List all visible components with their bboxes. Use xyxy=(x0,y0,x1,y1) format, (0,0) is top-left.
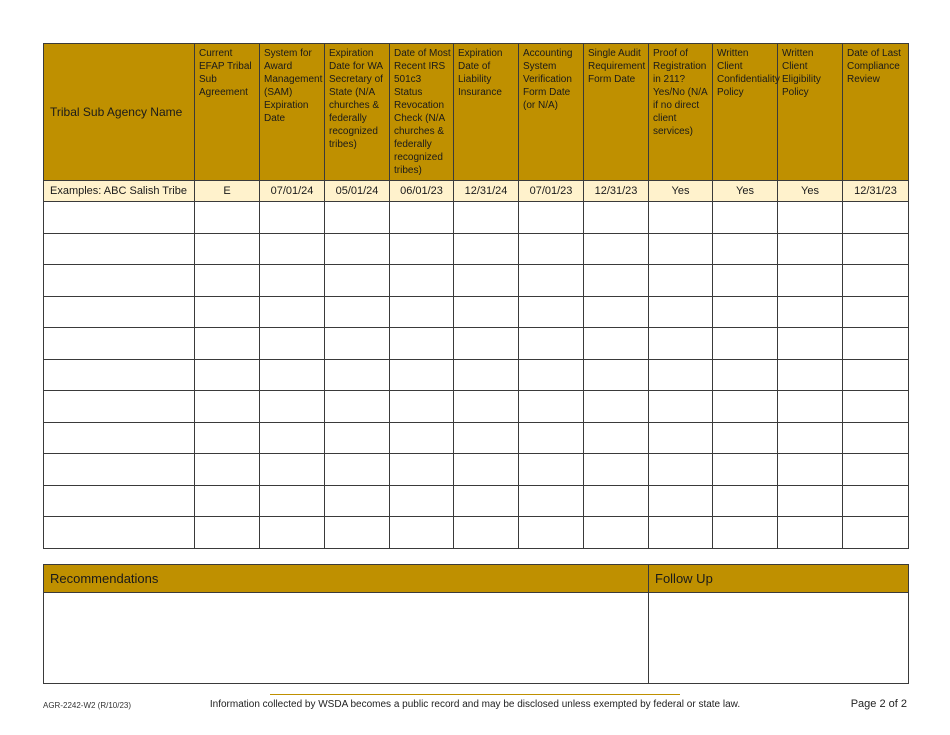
entry-cell[interactable] xyxy=(390,391,454,423)
entry-cell[interactable] xyxy=(778,422,843,454)
table-row xyxy=(44,359,909,391)
table-row xyxy=(44,296,909,328)
entry-cell[interactable] xyxy=(325,328,390,360)
entry-cell[interactable] xyxy=(843,202,909,234)
entry-cell[interactable] xyxy=(195,517,260,549)
entry-cell[interactable] xyxy=(519,359,584,391)
header-liability-insurance: Expiration Date of Liability Insurance xyxy=(454,44,519,181)
entry-cell[interactable] xyxy=(778,454,843,486)
entry-cell[interactable] xyxy=(519,391,584,423)
example-cell: Yes xyxy=(713,181,778,202)
entry-cell[interactable] xyxy=(390,328,454,360)
entry-cell[interactable] xyxy=(713,233,778,265)
table-row xyxy=(44,265,909,297)
recommendations-table xyxy=(43,564,909,684)
entry-cell[interactable] xyxy=(325,485,390,517)
entry-cell[interactable] xyxy=(778,265,843,297)
entry-cell[interactable] xyxy=(454,391,519,423)
example-cell: Yes xyxy=(778,181,843,202)
header-last-compliance-review: Date of Last Compliance Review xyxy=(843,44,909,181)
entry-cell[interactable] xyxy=(260,422,325,454)
table-row xyxy=(44,485,909,517)
entry-cell[interactable] xyxy=(519,202,584,234)
entry-cell[interactable] xyxy=(584,202,649,234)
entry-cell[interactable] xyxy=(195,202,260,234)
entry-cell[interactable] xyxy=(390,296,454,328)
page-number: Page 2 of 2 xyxy=(850,698,907,710)
entry-cell[interactable] xyxy=(649,485,713,517)
entry-cell[interactable] xyxy=(390,202,454,234)
entry-cell[interactable] xyxy=(584,517,649,549)
entry-cell[interactable] xyxy=(260,391,325,423)
table-row xyxy=(44,454,909,486)
entry-cell[interactable] xyxy=(843,517,909,549)
entry-cell[interactable] xyxy=(390,359,454,391)
entry-cell[interactable] xyxy=(519,517,584,549)
footer-divider xyxy=(270,694,680,695)
entry-cell[interactable] xyxy=(454,454,519,486)
entry-cell[interactable] xyxy=(454,202,519,234)
entry-cell[interactable] xyxy=(584,328,649,360)
entry-cell[interactable] xyxy=(195,359,260,391)
entry-cell[interactable] xyxy=(584,422,649,454)
entry-cell[interactable] xyxy=(325,202,390,234)
entry-cell[interactable] xyxy=(325,265,390,297)
entry-cell[interactable] xyxy=(195,233,260,265)
entry-cell[interactable] xyxy=(649,233,713,265)
entry-cell[interactable] xyxy=(778,202,843,234)
example-cell: E xyxy=(195,181,260,202)
entry-cell[interactable] xyxy=(584,359,649,391)
entry-cell[interactable] xyxy=(195,265,260,297)
header-211-registration: Proof of Registration in 211? Yes/No (N/A if no direct client services) xyxy=(649,44,713,181)
entry-cell[interactable] xyxy=(649,296,713,328)
compliance-table xyxy=(43,43,909,549)
entry-cell[interactable] xyxy=(713,265,778,297)
example-cell: 12/31/24 xyxy=(454,181,519,202)
entry-cell[interactable] xyxy=(454,359,519,391)
entry-cell[interactable] xyxy=(454,422,519,454)
entry-cell[interactable] xyxy=(325,296,390,328)
entry-cell[interactable] xyxy=(519,328,584,360)
header-eligibility-policy: Written Client Eligibility Policy xyxy=(778,44,843,181)
entry-cell[interactable] xyxy=(44,391,195,423)
header-efap-agreement: Current EFAP Tribal Sub Agreement xyxy=(195,44,260,181)
entry-cell[interactable] xyxy=(519,422,584,454)
entry-cell[interactable] xyxy=(260,485,325,517)
entry-cell[interactable] xyxy=(519,485,584,517)
entry-cell[interactable] xyxy=(649,454,713,486)
entry-cell[interactable] xyxy=(390,485,454,517)
entry-cell[interactable] xyxy=(584,485,649,517)
entry-cell[interactable] xyxy=(44,422,195,454)
entry-cell[interactable] xyxy=(713,391,778,423)
entry-cell[interactable] xyxy=(843,296,909,328)
entry-cell[interactable] xyxy=(390,233,454,265)
example-cell: 12/31/23 xyxy=(584,181,649,202)
entry-cell[interactable] xyxy=(778,328,843,360)
entry-cell[interactable] xyxy=(649,359,713,391)
entry-cell[interactable] xyxy=(195,422,260,454)
entry-cell[interactable] xyxy=(843,233,909,265)
entry-cell[interactable] xyxy=(260,517,325,549)
entry-cell[interactable] xyxy=(195,328,260,360)
entry-cell[interactable] xyxy=(390,422,454,454)
entry-cell[interactable] xyxy=(195,296,260,328)
entry-cell[interactable] xyxy=(454,233,519,265)
entry-cell[interactable] xyxy=(390,265,454,297)
entry-cell[interactable] xyxy=(843,454,909,486)
entry-cell[interactable] xyxy=(454,296,519,328)
entry-cell[interactable] xyxy=(325,359,390,391)
entry-cell[interactable] xyxy=(713,202,778,234)
header-row xyxy=(44,44,909,181)
table-row xyxy=(44,328,909,360)
recommendations-header: Recommendations xyxy=(44,565,649,593)
entry-cell[interactable] xyxy=(843,391,909,423)
table-row xyxy=(44,422,909,454)
entry-cell[interactable] xyxy=(778,296,843,328)
entry-cell[interactable] xyxy=(325,517,390,549)
header-sam-expiration: System for Award Management (SAM) Expiration Date xyxy=(260,44,325,181)
entry-cell[interactable] xyxy=(713,296,778,328)
entry-cell[interactable] xyxy=(713,359,778,391)
entry-cell[interactable] xyxy=(325,391,390,423)
table-row xyxy=(44,202,909,234)
entry-cell[interactable] xyxy=(325,454,390,486)
entry-cell[interactable] xyxy=(519,233,584,265)
example-cell: 06/01/23 xyxy=(390,181,454,202)
example-cell: 07/01/24 xyxy=(260,181,325,202)
entry-cell[interactable] xyxy=(195,454,260,486)
entry-cell[interactable] xyxy=(778,359,843,391)
entry-cell[interactable] xyxy=(713,517,778,549)
entry-cell[interactable] xyxy=(260,454,325,486)
entry-cell[interactable] xyxy=(584,265,649,297)
entry-cell[interactable] xyxy=(649,422,713,454)
entry-cell[interactable] xyxy=(584,233,649,265)
entry-cell[interactable] xyxy=(843,328,909,360)
entry-cell[interactable] xyxy=(390,454,454,486)
example-cell: 12/31/23 xyxy=(843,181,909,202)
entry-cell[interactable] xyxy=(713,454,778,486)
entry-cell[interactable] xyxy=(44,202,195,234)
entry-cell[interactable] xyxy=(843,422,909,454)
entry-cell[interactable] xyxy=(519,296,584,328)
example-label: Examples: ABC Salish Tribe xyxy=(44,181,195,202)
entry-cell[interactable] xyxy=(584,391,649,423)
header-wa-sos-expiration: Expiration Date for WA Secretary of State (N/A churches & federally recognized tribes) xyxy=(325,44,390,181)
example-cell: Yes xyxy=(649,181,713,202)
entry-cell[interactable] xyxy=(843,485,909,517)
follow-up-header: Follow Up xyxy=(649,565,909,593)
entry-cell[interactable] xyxy=(390,517,454,549)
entry-cell[interactable] xyxy=(44,265,195,297)
entry-cell[interactable] xyxy=(649,265,713,297)
entry-cell[interactable] xyxy=(44,359,195,391)
entry-cell[interactable] xyxy=(584,296,649,328)
entry-cell[interactable] xyxy=(44,233,195,265)
entry-cell[interactable] xyxy=(649,328,713,360)
entry-cell[interactable] xyxy=(195,485,260,517)
entry-cell[interactable] xyxy=(44,328,195,360)
table-row xyxy=(44,391,909,423)
entry-cell[interactable] xyxy=(260,202,325,234)
example-cell: 05/01/24 xyxy=(325,181,390,202)
entry-cell[interactable] xyxy=(44,296,195,328)
header-agency-name: Tribal Sub Agency Name xyxy=(44,44,195,181)
entry-cell[interactable] xyxy=(260,265,325,297)
recommendations-field[interactable] xyxy=(44,593,649,684)
entry-cell[interactable] xyxy=(260,328,325,360)
entry-cell[interactable] xyxy=(713,328,778,360)
entry-cell[interactable] xyxy=(778,391,843,423)
entry-cell[interactable] xyxy=(843,359,909,391)
header-confidentiality-policy: Written Client Confidentiality Policy xyxy=(713,44,778,181)
entry-cell[interactable] xyxy=(325,422,390,454)
entry-cell[interactable] xyxy=(195,391,260,423)
entry-cell[interactable] xyxy=(260,359,325,391)
entry-cell[interactable] xyxy=(843,265,909,297)
entry-cell[interactable] xyxy=(454,517,519,549)
form-id: AGR-2242-W2 (R/10/23) xyxy=(43,701,132,710)
header-single-audit: Single Audit Requirement Form Date xyxy=(584,44,649,181)
entry-cell[interactable] xyxy=(649,517,713,549)
entry-cell[interactable] xyxy=(778,233,843,265)
entry-cell[interactable] xyxy=(325,233,390,265)
entry-cell[interactable] xyxy=(454,328,519,360)
entry-cell[interactable] xyxy=(260,233,325,265)
example-row xyxy=(44,181,909,202)
entry-cell[interactable] xyxy=(454,485,519,517)
entry-cell[interactable] xyxy=(519,454,584,486)
entry-cell[interactable] xyxy=(713,485,778,517)
table-row xyxy=(44,233,909,265)
entry-cell[interactable] xyxy=(44,485,195,517)
public-record-notice: Information collected by WSDA becomes a public record and may be disclosed unless exempted by federal or state law. xyxy=(209,699,741,710)
entry-cell[interactable] xyxy=(44,517,195,549)
entry-cell[interactable] xyxy=(44,454,195,486)
entry-cell[interactable] xyxy=(584,454,649,486)
entry-cell[interactable] xyxy=(649,391,713,423)
header-accounting-verification: Accounting System Verification Form Date (or N/A) xyxy=(519,44,584,181)
example-cell: 07/01/23 xyxy=(519,181,584,202)
entry-cell[interactable] xyxy=(778,485,843,517)
entry-cell[interactable] xyxy=(713,422,778,454)
header-irs-501c3-check: Date of Most Recent IRS 501c3 Status Revocation Check (N/A churches & federally recognized tribes) xyxy=(390,44,454,181)
entry-cell[interactable] xyxy=(778,517,843,549)
table-row xyxy=(44,517,909,549)
entry-cell[interactable] xyxy=(649,202,713,234)
entry-cell[interactable] xyxy=(519,265,584,297)
follow-up-field[interactable] xyxy=(649,593,909,684)
entry-cell[interactable] xyxy=(260,296,325,328)
entry-cell[interactable] xyxy=(454,265,519,297)
